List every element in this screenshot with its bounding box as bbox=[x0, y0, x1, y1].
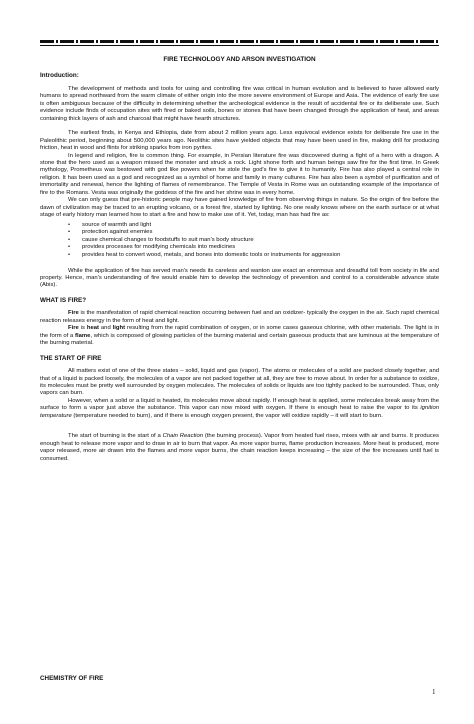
section-heading-introduction: Introduction: bbox=[40, 72, 79, 80]
list-item: • protection against enemies bbox=[68, 229, 153, 236]
intro-paragraph-1: The development of methods and tools for using and controlling fire was critical in human evolution and is believed to have allowed early humans to spread northward from the warm climate of either origin into the more severe environment of Europe and Asia. The evidence of early fire use is often ambiguous because of the difficulty in determining whether the archeological evidence is the result of accidental fire or its deliberate use. Such evidence include finds of occupation sites with fired or baked soils, bones or stones that have been changed through the application of heat, and areas containing thick layers of ash and charcoal that might have hearth structures. bbox=[40, 85, 439, 122]
document-body bbox=[40, 56, 439, 470]
fire-uses-list bbox=[40, 222, 439, 260]
start-of-fire-paragraph-1: All matters exist of one of the three states – solid, liquid and gas (vapor). The atoms or molecules of a solid are packed closely together, and that of a liquid is packed loosely, the molecules of a vapor are not packed together at all, they are free to move about. In order for a substance to oxidize, its molecules must be pretty well surrounded by oxygen molecules. The molecules of solids or liquids are too tightly packed to be surrounded. Thus, only vapors can burn. bbox=[40, 368, 439, 397]
list-item: • provides processes for modifying chemicals into medicines bbox=[68, 244, 236, 251]
document-title: FIRE TECHNOLOGY AND ARSON INVESTIGATION bbox=[163, 56, 316, 63]
header-rule-thin bbox=[40, 45, 439, 46]
start-of-fire-paragraph-3: The start of burning is the start of a Chain Reaction (the burning process). Vapor from heated fuel rises, mixes with air and burns. It produces enough heat to release more vapor and to draw in air to burn that vapor. As more vapor burns, flame production increases. More heat is produced, more vapor released, more air drawn into the flames and more vapor burns, the chain reaction keeps increasing – the size of the fire increases until fuel is consumed. bbox=[40, 433, 439, 462]
bullet-icon: • bbox=[68, 251, 71, 258]
intro-paragraph-3: In legend and religion, fire is common thing. For example, in Persian literature fire was discovered during a fight of a hero with a dragon. A stone that the hero used as a weapon missed the monster and struck a rock. Light shone forth and human beings saw fire for the first time. In Greek mythology, Prometheus was bestowed with god like powers when he stole the god's fire to give it to humanity. Fire has also played a central role in religion. It has been used as a god and recognized as a symbol of home and family in many cultures. Fire has also been a symbol of purification and of immortality and renewal, hence the lighting of flames of remembrance. The Temple of Vesta in Rome was an outstanding example of the importance of fire to the Romans. Vesta was originally the goddess of the fire and her shrine was in every home. bbox=[40, 152, 439, 196]
bullet-icon: • bbox=[68, 221, 71, 228]
list-item: • source of warmth and light bbox=[68, 221, 152, 228]
header-rule-decorative bbox=[40, 40, 439, 43]
list-item: • cause chemical changes to foodstuffs to suit man's body structure bbox=[68, 236, 254, 243]
section-heading-start-of-fire: THE START OF FIRE bbox=[40, 354, 102, 362]
intro-paragraph-2: The earliest finds, in Kenya and Ethiopia, date from about 2 million years ago. Less equivocal evidence exists for deliberate fire use in the Paleolithic period, beginning about 500,000 years ago. Neolithic sites have yielded objects that may have been used in fire, making drill for producing friction, heat in wood and flints for striking sparks from iron pyrites. bbox=[40, 130, 439, 152]
bullet-icon: • bbox=[68, 244, 71, 251]
page-number: 1 bbox=[432, 688, 436, 696]
bullet-icon: • bbox=[68, 236, 71, 243]
intro-paragraph-5: While the application of fire has served man's needs its careless and wanton use exact an enormous and dreadful toll from society in life and property. Hence, man's understanding of fire would enable him to develop the technology of prevention and control to a considerable advance state (Abis). bbox=[40, 267, 439, 289]
bullet-icon: • bbox=[68, 229, 71, 236]
list-item: • provides heat to convert wood, metals, and bones into domestic tools or instruments for aggression bbox=[68, 251, 341, 258]
what-is-fire-paragraph-1: Fire is the manifestation of rapid chemical reaction occurring between fuel and an oxidizer- typically the oxygen in the air. Such rapid chemical reaction releases energy in the form of heat and light. bbox=[40, 310, 439, 324]
start-of-fire-paragraph-2: However, when a solid or a liquid is heated, its molecules move about rapidly. If enough heat is applied, some molecules break away from the surface to form a vapor just above the substance. This vapor can now mixed with oxygen. If there is enough heat to raise the vapor to its ignition temperature (temperature needed to burn), and if there is enough oxygen present, the vapor will oxidize rapidly – it will start to burn. bbox=[40, 397, 439, 419]
section-heading-what-is-fire: WHAT IS FIRE? bbox=[40, 296, 87, 304]
section-heading-chemistry-of-fire: CHEMISTRY OF FIRE bbox=[40, 675, 104, 682]
what-is-fire-paragraph-2: Fire is heat and light resulting from the rapid combination of oxygen, or in some cases gaseous chlorine, with other materials. The light is in the form of a flame, which is composed of glowing particles of the burning material and certain gaseous products that are luminous at the temperature of the burning material. bbox=[40, 325, 440, 347]
intro-paragraph-4: We can only guess that pre-historic people may have gained knowledge of fire from observing things in nature. So the origin of fire before the dawn of civilization may be traced to an erupting volcano, or a forest fire, started by lighting. No one really knows where on the earth surface or at what stage of early history man learned how to start a fire and how to make use of it. Yet, today, man has had fire as: bbox=[40, 197, 439, 219]
